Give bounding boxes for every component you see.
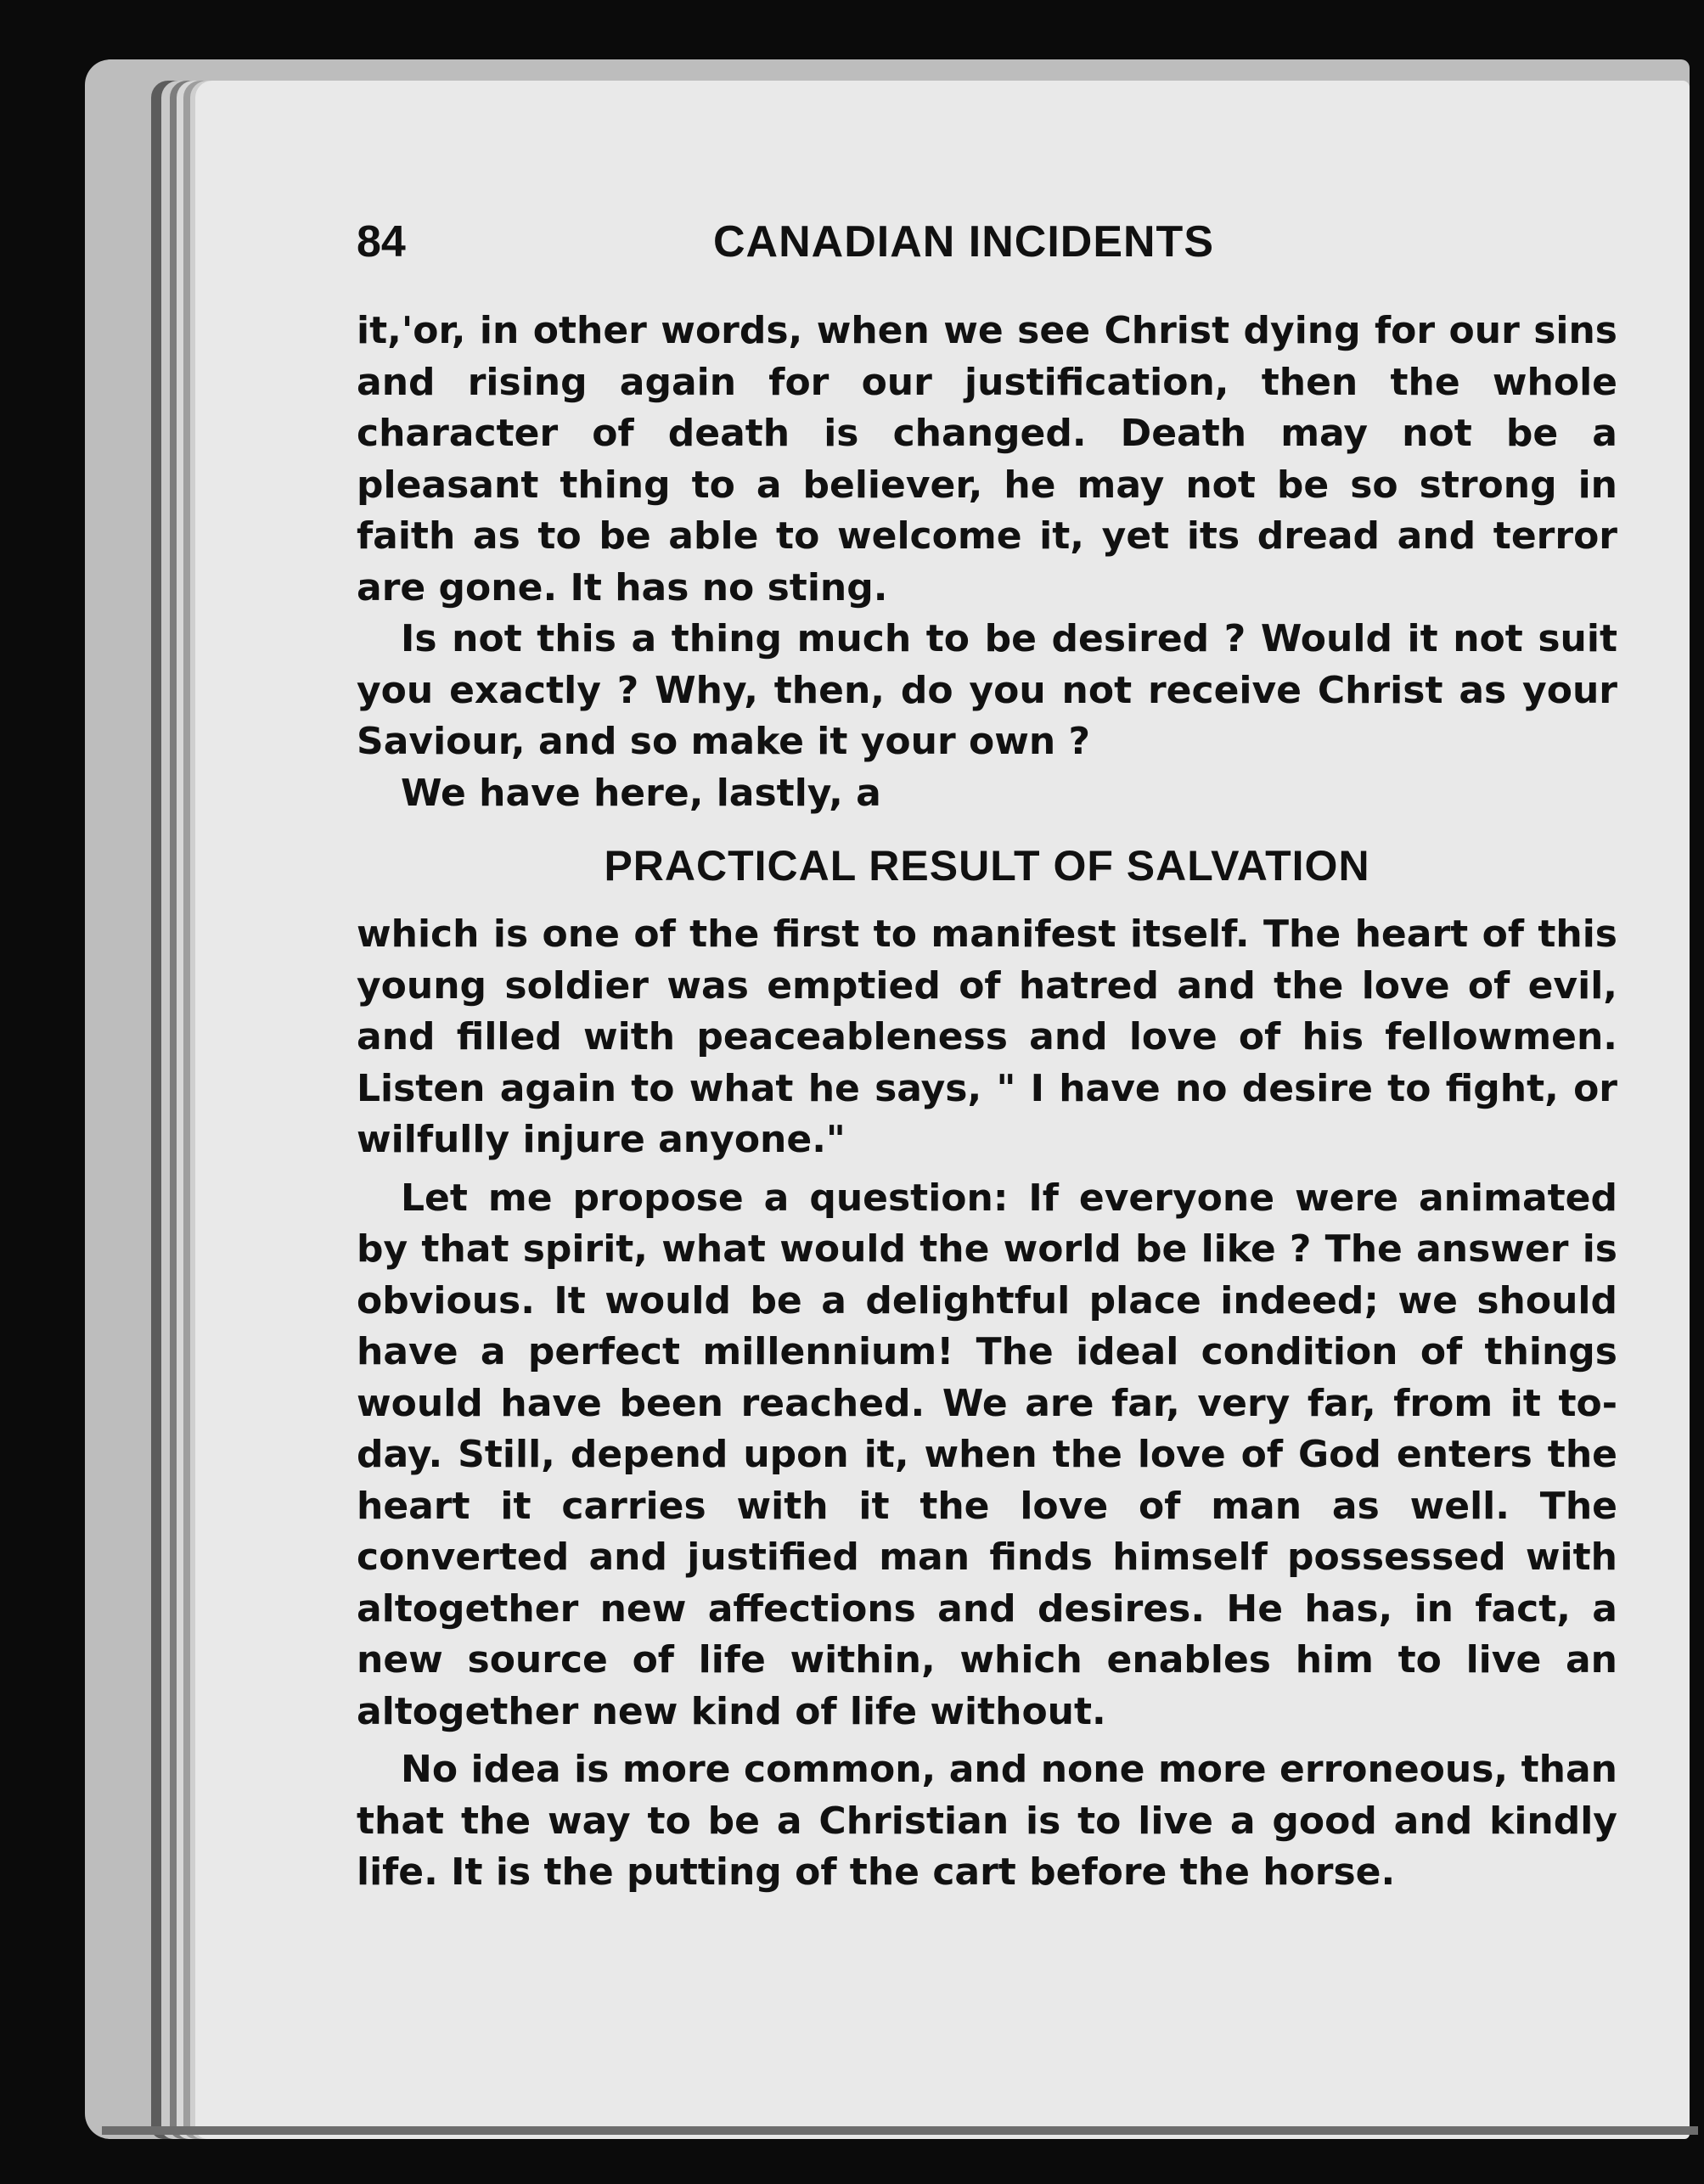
running-head: CANADIAN INCIDENTS xyxy=(713,217,1214,267)
paragraph-lead-in: We have here, lastly, a xyxy=(401,771,881,815)
page-number: 84 xyxy=(357,217,406,267)
paragraph-continuation: it,'or, in other words, when we see Christ dying for our sins and rising again for our justification, then the whole character of death is changed. Death may not be a pleasant thing to a believer, he may not be so strong in faith as to be able to welcome it, yet its dread and terror are gone. It has no sting. xyxy=(357,309,1617,609)
section-heading: PRACTICAL RESULT OF SALVATION xyxy=(604,842,1370,890)
page-bottom-edge xyxy=(102,2126,1698,2135)
paragraph-question-world: Let me propose a question: If everyone were animated by that spirit, what would the world be like ? The answer is obvious. It would be a delightful place indeed; we should have a perfect millennium! The ideal condition of things would have been reached. We are far, very far, from it to-day. Still, depend upon it, when the love of God enters the heart it carries with it the love of man as well. The converted and justified man finds himself possessed with altogether new affections and desires. He has, in fact, a new source of life within, which enables him to live an altogether new kind of life without. xyxy=(357,1176,1617,1733)
paragraph-result: which is one of the first to manifest itself. The heart of this young soldier was emptied of hatred and the love of evil, and filled with peaceableness and love of his fellowmen. Listen again to what he says, " I have no desire to fight, or wilfully injure anyone." xyxy=(357,912,1617,1161)
page-header xyxy=(357,216,1278,276)
page-text xyxy=(357,306,1617,1899)
paragraph-question: Is not this a thing much to be desired ? Would it not suit you exactly ? Why, then, do you not receive Christ as your Saviour, and so make it your own ? xyxy=(357,617,1617,763)
paragraph-common-idea: No idea is more common, and none more erroneous, than that the way to be a Christian is to live a good and kindly life. It is the putting of the cart before the horse. xyxy=(357,1748,1617,1894)
